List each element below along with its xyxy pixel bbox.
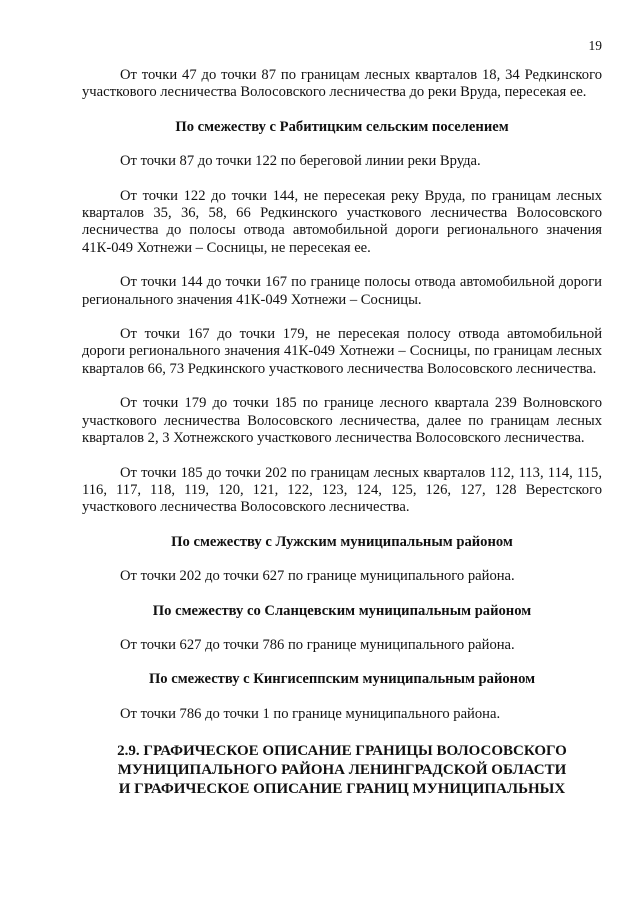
paragraph-points-786-1: От точки 786 до точки 1 по границе муниципального района.: [120, 705, 501, 722]
paragraph-points-167-179: От точки 167 до точки 179, не пересекая полосу отвода автомобильной дороги регионального значения 41К-049 Хотнежи – Сосницы, по границам лесных кварталов 66, 73 Редкинского участкового лесничества Волосовского лесничества.: [82, 326, 602, 377]
page-number: 19: [588, 38, 602, 53]
section-heading-line: 2.9. ГРАФИЧЕСКОЕ ОПИСАНИЕ ГРАНИЦЫ ВОЛОСОВСКОГО: [117, 743, 567, 760]
paragraph-points-627-786: От точки 627 до точки 786 по границе муниципального района.: [120, 636, 515, 653]
section-heading-line: И ГРАФИЧЕСКОЕ ОПИСАНИЕ ГРАНИЦ МУНИЦИПАЛЬНЫХ: [118, 781, 566, 798]
paragraph-points-185-202: От точки 185 до точки 202 по границам лесных кварталов 112, 113, 114, 115, 116, 117, 118, 119, 120, 121, 122, 123, 124, 125, 126, 127, 128 Верестского участкового лесничества Волосовского лесничества.: [82, 464, 602, 516]
paragraph-points-122-144: От точки 122 до точки 144, не пересекая реку Вруда, по границам лесных кварталов 35, 36, 58, 66 Редкинского участкового лесничества Волосовского лесничества до полосы отвода автомобильной дороги регионального значения 41К-049 Хотнежи – Сосницы, не пересекая ее.: [82, 187, 602, 256]
paragraph-points-179-185: От точки 179 до точки 185 по границе лесного квартала 239 Волновского участкового лесничества Волосовского лесничества, далее по границам лесных кварталов 2, 3 Хотнежского участкового лесничества Волосовского лесничества.: [82, 395, 602, 447]
paragraph-points-87-122: От точки 87 до точки 122 по береговой линии реки Вруда.: [120, 153, 481, 170]
heading-rabititskoe: По смежеству с Рабитицким сельским поселением: [175, 118, 509, 135]
heading-kingiseppsky: По смежеству с Кингисеппским муниципальным районом: [148, 671, 536, 688]
heading-slantsevsky: По смежеству со Сланцевским муниципальным районом: [152, 602, 532, 619]
paragraph-points-47-87: От точки 47 до точки 87 по границам лесных кварталов 18, 34 Редкинского участкового лесничества Волосовского лесничества до реки Вруда, пересекая ее.: [82, 67, 602, 101]
section-heading-2-9: [82, 742, 602, 799]
paragraph-points-144-167: От точки 144 до точки 167 по границе полосы отвода автомобильной дороги регионального значения 41К-049 Хотнежи – Сосницы.: [82, 274, 602, 308]
heading-luzhsky: По смежеству с Лужским муниципальным районом: [171, 533, 513, 550]
section-heading-line: МУНИЦИПАЛЬНОГО РАЙОНА ЛЕНИНГРАДСКОЙ ОБЛАСТИ: [117, 762, 567, 779]
document-body: [82, 67, 602, 799]
paragraph-points-202-627: От точки 202 до точки 627 по границе муниципального района.: [120, 568, 515, 585]
